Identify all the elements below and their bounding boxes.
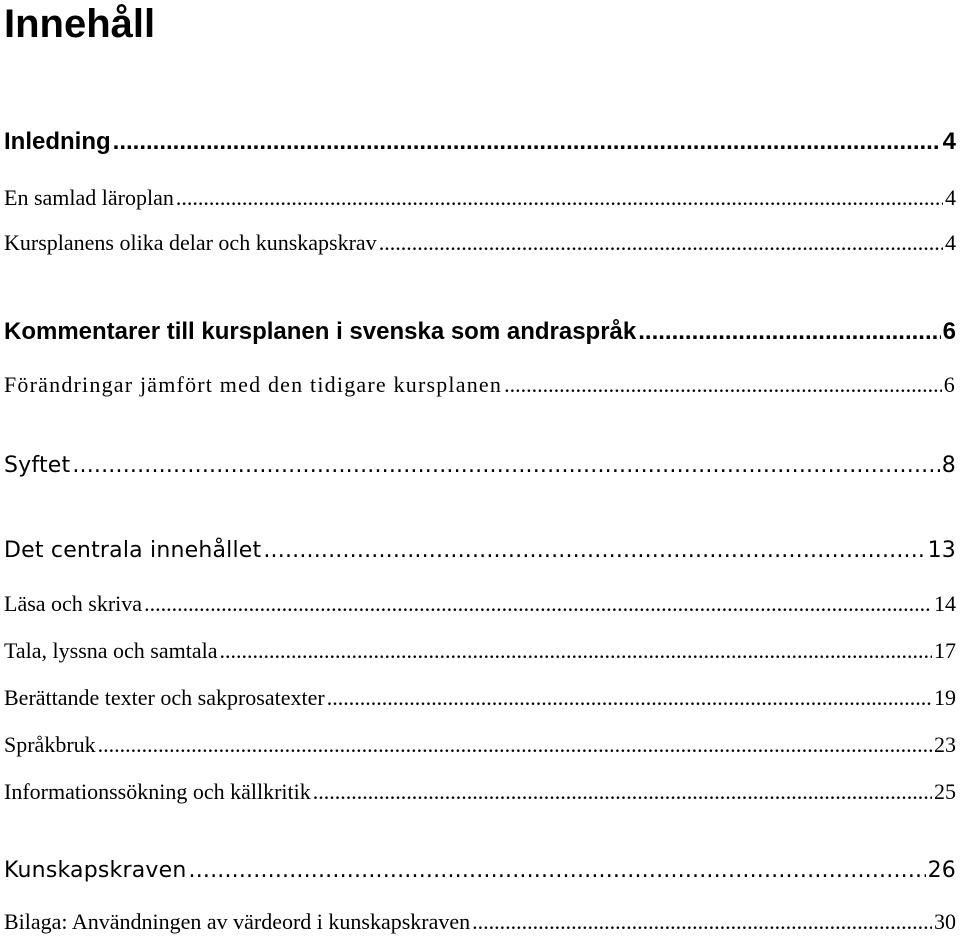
page-title: Innehåll — [4, 2, 156, 46]
toc-entry-page: 8 — [941, 453, 956, 478]
toc-entry-syftet[interactable] — [4, 453, 956, 478]
toc-entry-bilaga[interactable] — [4, 909, 956, 935]
toc-entry-label: Informationssökning och källkritik — [4, 779, 311, 804]
dot-leader — [379, 230, 943, 256]
toc-entry-kunskapskraven[interactable] — [4, 858, 956, 883]
toc-entry-label: Kursplanens olika delar och kunskapskrav — [4, 230, 377, 255]
dot-leader — [327, 685, 932, 711]
toc-entry-page: 30 — [934, 909, 956, 934]
toc-entry-informationssokning[interactable] — [4, 779, 956, 805]
toc-entry-kommentarer[interactable] — [4, 318, 956, 346]
toc-entry-page: 26 — [927, 858, 956, 883]
dot-leader — [220, 638, 932, 664]
dot-leader — [176, 185, 943, 211]
toc-entry-page: 13 — [927, 538, 956, 563]
toc-entry-label: Bilaga: Användningen av värdeord i kunskapskraven — [4, 909, 471, 934]
toc-entry-page: 4 — [942, 128, 956, 155]
toc-entry-page: 25 — [934, 779, 956, 804]
toc-entry-page: 6 — [943, 372, 956, 397]
toc-entry-page: 4 — [945, 185, 956, 210]
dot-leader — [638, 318, 940, 346]
toc-entry-label: Läsa och skriva — [4, 591, 143, 616]
toc-entry-kursplanens-olika-delar[interactable] — [4, 230, 956, 256]
toc-entry-det-centrala-innehallet[interactable] — [4, 538, 956, 563]
toc-entry-tala-lyssna[interactable] — [4, 638, 956, 664]
toc-entry-label: Tala, lyssna och samtala — [4, 638, 218, 663]
toc-entry-label: Språkbruk — [4, 732, 96, 757]
toc-entry-en-samlad-laroplan[interactable] — [4, 185, 956, 211]
toc-entry-label: Syftet — [4, 453, 71, 478]
toc-entry-page: 23 — [934, 732, 956, 757]
dot-leader — [72, 453, 939, 478]
toc-entry-page: 17 — [934, 638, 956, 663]
toc-entry-label: Inledning — [4, 128, 111, 155]
dot-leader — [144, 591, 932, 617]
toc-entry-berattande-texter[interactable] — [4, 685, 956, 711]
toc-entry-sprakbruk[interactable] — [4, 732, 956, 758]
toc-entry-page: 6 — [942, 318, 956, 345]
toc-entry-lasa-och-skriva[interactable] — [4, 591, 956, 617]
dot-leader — [113, 128, 941, 156]
dot-leader — [504, 372, 942, 398]
dot-leader — [263, 538, 925, 563]
dot-leader — [472, 909, 932, 935]
toc-entry-page: 4 — [945, 230, 956, 255]
dot-leader — [189, 858, 926, 883]
toc-entry-inledning[interactable] — [4, 128, 956, 156]
dot-leader — [313, 779, 932, 805]
toc-entry-forandringar[interactable] — [4, 372, 956, 398]
toc-entry-label: Förändringar jämfört med den tidigare kursplanen — [4, 372, 503, 397]
dot-leader — [98, 732, 932, 758]
toc-entry-label: Kunskapskraven — [4, 858, 187, 883]
toc-entry-label: En samlad läroplan — [4, 185, 174, 210]
toc-entry-label: Berättande texter och sakprosatexter — [4, 685, 325, 710]
toc-entry-page: 14 — [934, 591, 956, 616]
toc-entry-page: 19 — [934, 685, 956, 710]
toc-entry-label: Det centrala innehållet — [4, 538, 262, 563]
toc-entry-label: Kommentarer till kursplanen i svenska som andraspråk — [4, 318, 637, 345]
